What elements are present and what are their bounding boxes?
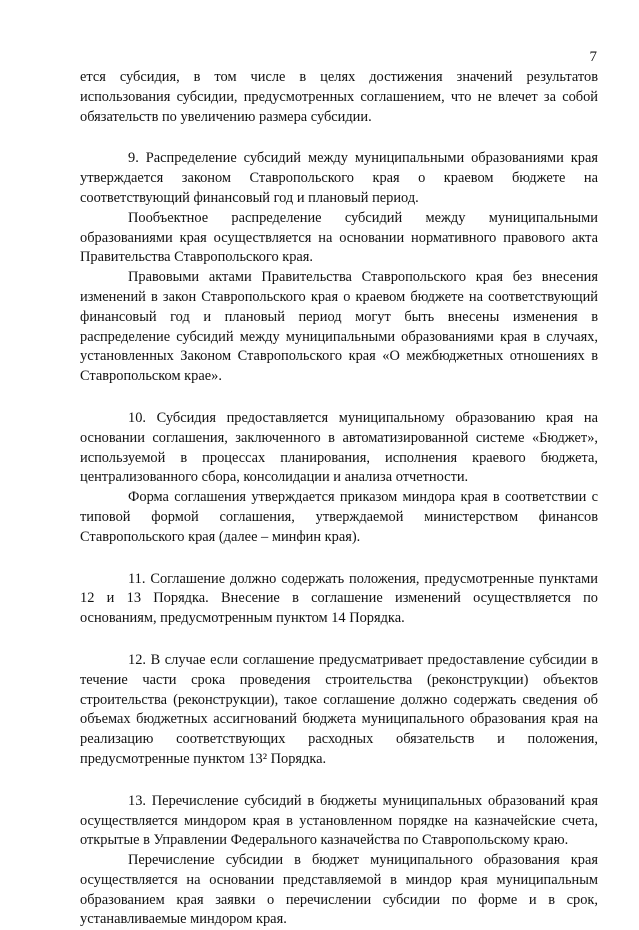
paragraph-item-10-part-2: Форма соглашения утверждается приказом миндора края в соответствии с типовой формой соглашения, утверждаемой министерством финансов Ставропольского края (далее – минфин края).: [80, 489, 598, 545]
paragraph-item-13-part-2: Перечисление субсидии в бюджет муниципального образования края осуществляется на основании представляемой в миндор края муниципальным образованием края заявки о перечислении субсидии по форме и в срок, устанавливаемые миндором края.: [80, 852, 598, 928]
paragraph-item-13: 13. Перечисление субсидий в бюджеты муниципальных образований края осуществляется миндором края в установленном порядке на казначейские счета, открытые в Управлении Федерального казначейства по Ставропольскому краю.: [80, 792, 598, 849]
paragraph-item-10: 10. Субсидия предоставляется муниципальному образованию края на основании соглашения, заключенного в автоматизированной системе «Бюджет», используемой в процессах планирования, исполнения краевого бюджета, централизованного сбора, консолидации и анализа отчетности.: [80, 409, 598, 486]
document-body: [80, 68, 598, 930]
paragraph-item-9-part-2: Пообъектное распределение субсидий между муниципальными образованиями края осуществляется на основании нормативного правового акта Правительства Ставропольского края.: [80, 209, 598, 266]
paragraph-item-9-part-3: Правовыми актами Правительства Ставропольского края без внесения изменений в закон Ставропольского края о краевом бюджете на соответствующий финансовый год и плановый период могут быть внесены изменения в распределение субсидий между муниципальными образованиями края в случаях, установленных Законом Ставропольского края «О межбюджетных отношениях в Ставропольском крае».: [80, 269, 598, 385]
paragraph-continuation: ется субсидия, в том числе в целях достижения значений результатов использования субсидии, предусмотренных соглашением, что не влечет за собой обязательств по увеличению размера субсидии.: [80, 69, 598, 125]
paragraph-item-11: 11. Соглашение должно содержать положения, предусмотренные пунктами 12 и 13 Порядка. Внесение в соглашение изменений осуществляется по основаниям, предусмотренным пунктом 14 Порядка.: [80, 570, 598, 627]
paragraph-item-9: 9. Распределение субсидий между муниципальными образованиями края утверждается законом Ставропольского края о краевом бюджете на соответствующий финансовый год и плановый период.: [80, 150, 598, 206]
page-number: 7: [589, 49, 597, 65]
paragraph-item-12: 12. В случае если соглашение предусматривает предоставление субсидии в течение части срока проведения строительства (реконструкции) объектов строительства (реконструкции), такое соглашение должно содержать сведения об объемах бюджетных ассигнований бюджета муниципального образования края на реализацию соответствующих расходных обязательств и положения, предусмотренные пунктом 13² Порядка.: [80, 651, 598, 767]
